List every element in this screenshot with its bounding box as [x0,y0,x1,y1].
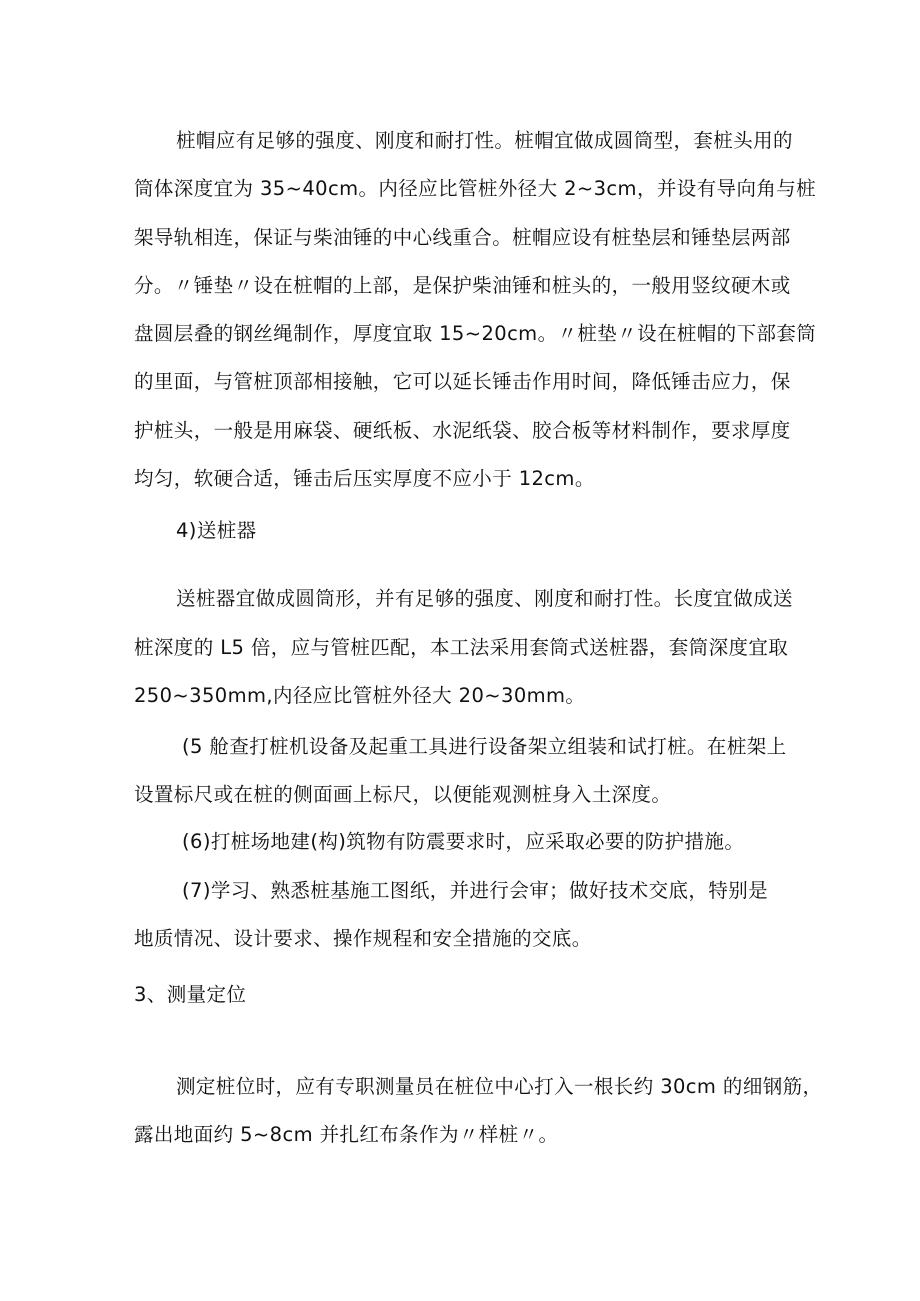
text-line: 盘圆层叠的钢丝绳制作，厚度宜取 15~20cm。〃桩垫〃设在桩帽的下部套筒 [134,322,817,345]
text-line: 桩帽应有足够的强度、刚度和耐打性。桩帽宜做成圆筒型，套桩头用的 [176,129,793,152]
text-line: 分。〃锤垫〃设在桩帽的上部，是保护柴油锤和桩头的，一般用竖纹硬木或 [134,274,791,297]
text-line: 护桩头，一般是用麻袋、硬纸板、水泥纸袋、胶合板等材料制作，要求厚度 [134,419,791,442]
text-line: 的里面，与管桩顶部相接触，它可以延长锤击作用时间，降低锤击应力，保 [134,370,791,393]
text-line: 送桩器宜做成圆筒形，并有足够的强度、刚度和耐打性。长度宜做成送 [176,587,793,610]
text-line: (6)打桩场地建(构)筑物有防震要求时，应采取必要的防护措施。 [182,830,745,853]
text-line: 设置标尺或在桩的侧面画上标尺，以便能观测桩身入土深度。 [134,783,672,806]
text-line: 测定桩位时，应有专职测量员在桩位中心打入一根长约 30cm 的细钢筋， [176,1075,823,1098]
heading-text: 3、测量定位 [134,983,247,1006]
text-line: 地质情况、设计要求、操作规程和安全措施的交底。 [134,927,592,950]
text-line: 桩深度的 L5 倍，应与管桩匹配，本工法采用套筒式送桩器，套筒深度宜取 [134,636,789,659]
heading-text: 4)送桩器 [176,519,257,542]
text-line: 露出地面约 5~8cm 并扎红布条作为〃样桩〃。 [134,1123,559,1146]
text-line: 250~350mm,内径应比管桩外径大 20~30mm。 [134,684,586,707]
text-line: 均匀，软硬合适，锤击后压实厚度不应小于 12cm。 [134,467,595,490]
text-line: 架导轨相连，保证与柴油锤的中心线重合。桩帽应设有桩垫层和锤垫层两部 [134,226,791,249]
text-line: 筒体深度宜为 35~40cm。内径应比管桩外径大 2~3cm，并设有导向角与桩 [134,177,817,200]
text-line: (5 舱查打桩机设备及起重工具进行设备架立组装和试打桩。在桩架上 [182,735,787,758]
text-line: (7)学习、熟悉桩基施工图纸，并进行会审；做好技术交底，特别是 [182,879,769,902]
